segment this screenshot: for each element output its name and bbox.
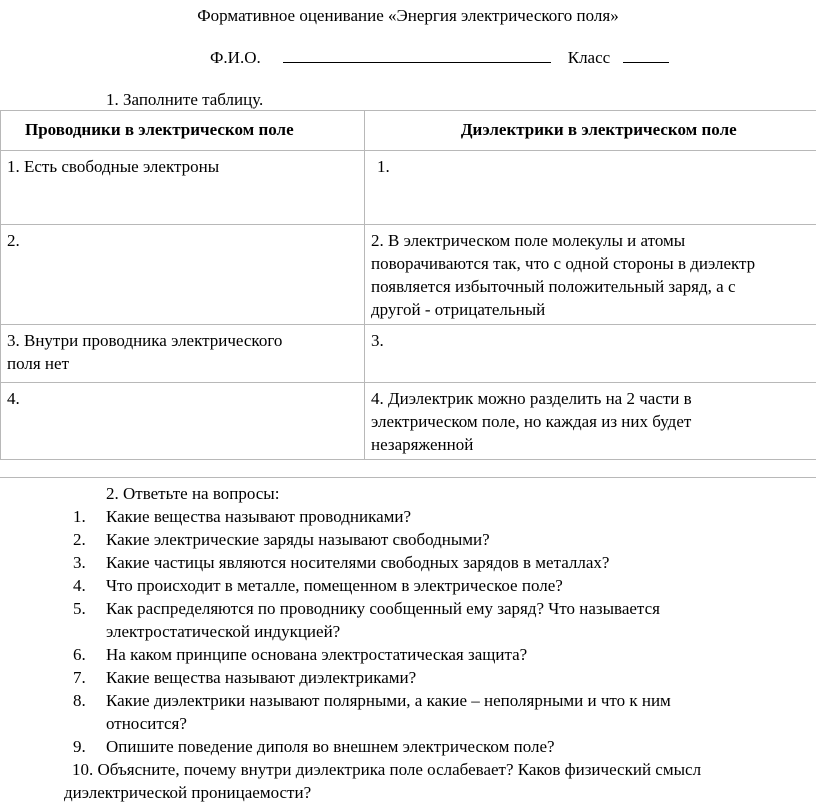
- question-number: 4.: [73, 574, 86, 597]
- class-label: Класс: [568, 48, 610, 67]
- question-text: Как распределяются по проводнику сообщенный ему заряд? Что называется: [106, 597, 812, 620]
- question-number: 8.: [73, 689, 86, 712]
- table-row: [1, 383, 816, 460]
- table-bottom-rule: [0, 477, 816, 478]
- cell-line: 2. В электрическом поле молекулы и атомы: [371, 229, 816, 252]
- table-cell: [1, 325, 365, 383]
- table-row: [1, 325, 816, 383]
- list-item: [0, 574, 812, 597]
- table-cell: 1. Есть свободные электроны: [1, 151, 365, 225]
- task1-instruction: 1. Заполните таблицу.: [106, 88, 263, 111]
- question-text: Опишите поведение диполя во внешнем электрическом поле?: [106, 737, 555, 756]
- list-item: [0, 551, 812, 574]
- list-item: [0, 758, 812, 804]
- cell-line: появляется избыточный положительный заряд, а с: [371, 275, 816, 298]
- list-item: [0, 735, 812, 758]
- column-header-conductors: Проводники в электрическом поле: [1, 111, 365, 151]
- table-cell: 4.: [1, 383, 365, 460]
- question-text: Что происходит в металле, помещенном в электрическое поле?: [106, 576, 563, 595]
- question-text: Какие вещества называют проводниками?: [106, 507, 411, 526]
- question-number: 2.: [73, 528, 86, 551]
- question-number: 1.: [73, 505, 86, 528]
- list-item: [0, 597, 812, 643]
- fio-label: Ф.И.О.: [210, 48, 261, 67]
- question-text: Какие диэлектрики называют полярными, а какие – неполярными и что к ним: [106, 689, 812, 712]
- question-number: 5.: [73, 597, 86, 620]
- fio-blank: [283, 45, 551, 63]
- question-number: 10.: [72, 760, 93, 779]
- cell-line: электрическом поле, но каждая из них будет: [371, 410, 816, 433]
- question-number: 7.: [73, 666, 86, 689]
- question-text: Какие вещества называют диэлектриками?: [106, 668, 416, 687]
- cell-line: поля нет: [7, 352, 360, 375]
- table-cell: 2.: [1, 225, 365, 325]
- question-text: На каком принципе основана электростатическая защита?: [106, 645, 527, 664]
- question-text-continued: относится?: [106, 712, 812, 735]
- document-title: Формативное оценивание «Энергия электрического поля»: [0, 4, 816, 27]
- table-row: [1, 151, 816, 225]
- list-item: [0, 666, 812, 689]
- question-text-continued: электростатической индукцией?: [106, 620, 812, 643]
- question-text: Какие частицы являются носителями свободных зарядов в металлах?: [106, 553, 609, 572]
- list-item: [0, 528, 812, 551]
- question-text: Какие электрические заряды называют свободными?: [106, 530, 490, 549]
- table-header-row: [1, 111, 816, 151]
- cell-line: поворачиваются так, что с одной стороны в диэлектр: [371, 252, 816, 275]
- task2-instruction: 2. Ответьте на вопросы:: [106, 482, 279, 505]
- table-cell: 3.: [365, 325, 816, 383]
- list-item: [0, 689, 812, 735]
- question-number: 9.: [73, 735, 86, 758]
- list-item: [0, 505, 812, 528]
- cell-line: незаряженной: [371, 433, 816, 456]
- questions-list: [0, 505, 812, 804]
- table-cell: [365, 151, 816, 225]
- cell-line: 3. Внутри проводника электрического: [7, 329, 360, 352]
- table-cell: [365, 225, 816, 325]
- list-item: [0, 643, 812, 666]
- column-header-dielectrics: Диэлектрики в электрическом поле: [365, 111, 816, 151]
- table-row: [1, 225, 816, 325]
- cell-line: 4. Диэлектрик можно разделить на 2 части в: [371, 387, 816, 410]
- class-blank: [623, 45, 669, 63]
- cell-text: 1.: [377, 157, 390, 176]
- question-number: 6.: [73, 643, 86, 666]
- question-text: Объясните, почему внутри диэлектрика поле ослабевает? Каков физический смысл: [98, 760, 702, 779]
- cell-line: другой - отрицательный: [371, 298, 816, 321]
- table-cell: [365, 383, 816, 460]
- student-info-line: [210, 45, 669, 69]
- conductors-dielectrics-table: [0, 110, 816, 460]
- question-text-continued: диэлектрической проницаемости?: [64, 781, 812, 804]
- question-number: 3.: [73, 551, 86, 574]
